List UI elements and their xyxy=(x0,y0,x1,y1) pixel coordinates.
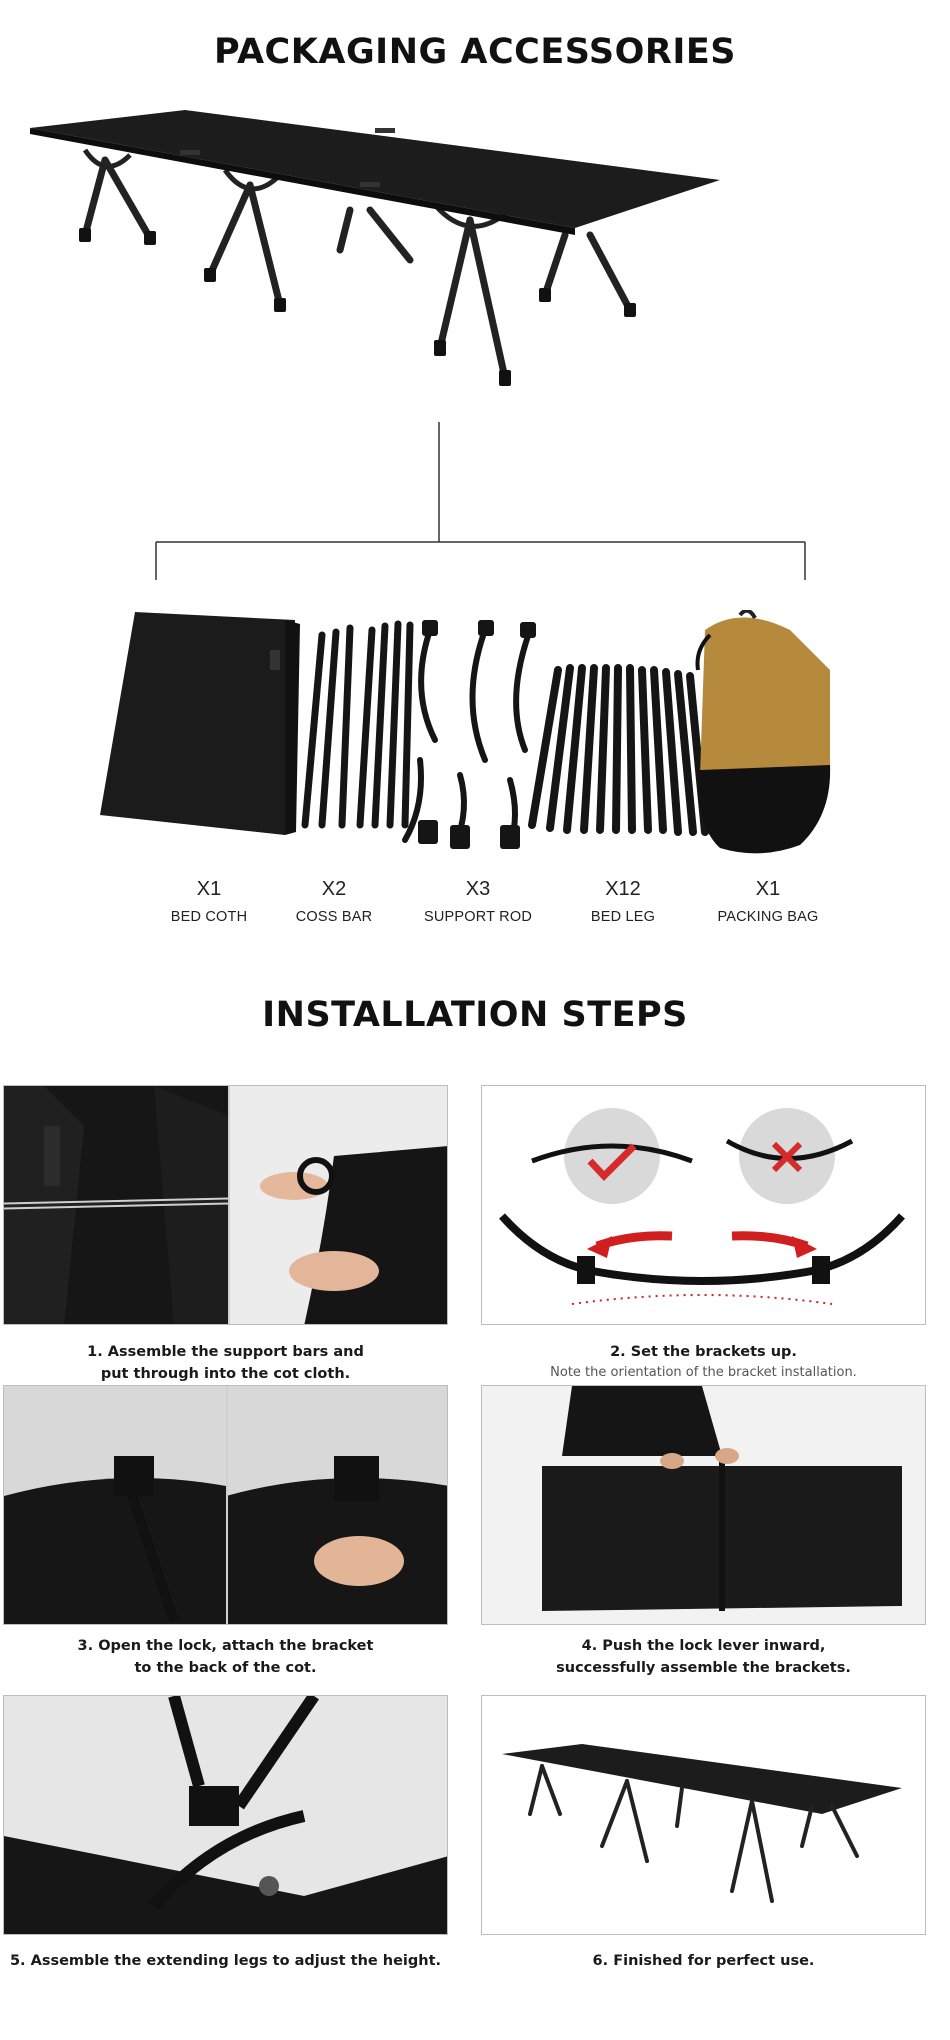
accessory-qty: X1 xyxy=(196,878,222,900)
bed-cloth-image xyxy=(100,612,300,835)
step-2-image xyxy=(481,1085,926,1325)
accessory-name: COSS BAR xyxy=(295,909,373,925)
step-6-caption-line1: 6. Finished for perfect use. xyxy=(592,1953,815,1969)
packing-bag-image xyxy=(698,611,831,854)
support-rod-image xyxy=(405,630,530,845)
accessory-support-rod xyxy=(398,878,558,925)
accessory-name: BED COTH xyxy=(170,909,248,925)
bed-leg-image xyxy=(532,668,705,832)
step-2 xyxy=(481,1085,926,1405)
accessory-qty: X1 xyxy=(755,878,781,900)
step-5-caption-line1: 5. Assemble the extending legs to adjust the height. xyxy=(9,1953,442,1969)
step-1-caption-line1: 1. Assemble the support bars and xyxy=(87,1344,364,1360)
step-4-caption-line1: 4. Push the lock lever inward, xyxy=(581,1638,826,1654)
accessory-packing-bag xyxy=(688,878,848,925)
step-2-caption-line1: 2. Set the brackets up. xyxy=(610,1344,797,1360)
accessory-qty: X3 xyxy=(465,878,491,900)
cot-hero-image xyxy=(30,110,920,490)
step-1-image xyxy=(3,1085,448,1325)
step-4 xyxy=(481,1385,926,1685)
step-5 xyxy=(3,1695,448,1969)
step-4-caption-line2: successfully assemble the brackets. xyxy=(556,1660,851,1676)
step-3-caption-line1: 3. Open the lock, attach the bracket xyxy=(77,1638,374,1654)
accessory-name: SUPPORT ROD xyxy=(423,909,533,925)
step-4-image xyxy=(481,1385,926,1625)
accessory-qty: X2 xyxy=(321,878,347,900)
accessory-cross-bar xyxy=(254,878,414,925)
step-6 xyxy=(481,1695,926,1969)
accessory-qty: X12 xyxy=(605,878,641,900)
step-1 xyxy=(3,1085,448,1405)
step-3 xyxy=(3,1385,448,1685)
step-2-note: Note the orientation of the bracket installation. xyxy=(550,1365,857,1380)
step-3-image xyxy=(3,1385,448,1625)
step-1-caption-line2: put through into the cot cloth. xyxy=(100,1366,351,1382)
packaging-title: PACKAGING ACCESSORIES xyxy=(214,32,736,72)
accessory-name: BED LEG xyxy=(590,909,656,925)
step-3-caption-line2: to the back of the cot. xyxy=(134,1660,317,1676)
step-5-image xyxy=(3,1695,448,1935)
cross-bar-image xyxy=(305,624,410,825)
accessory-name: PACKING BAG xyxy=(717,909,819,925)
installation-title: INSTALLATION STEPS xyxy=(262,995,688,1035)
accessory-bed-leg xyxy=(543,878,703,925)
accessories-image xyxy=(100,610,860,860)
accessory-labels xyxy=(0,878,950,948)
step-6-image xyxy=(481,1695,926,1935)
